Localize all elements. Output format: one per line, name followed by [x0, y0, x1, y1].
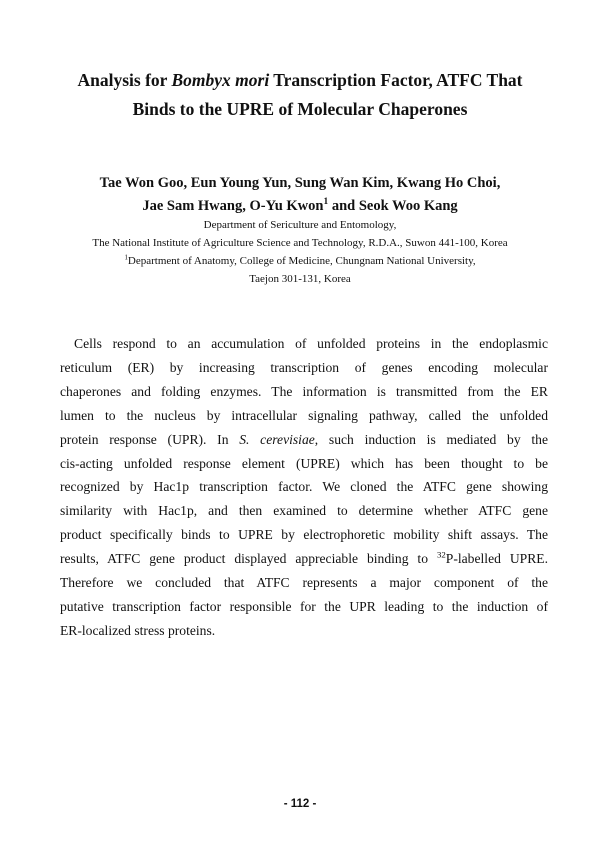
abstract-line: reticulum (ER) by increasing transcription of genes encoding molecular: [60, 359, 548, 375]
abstract-line: similarity with Hac1p, and then examined to determine whether ATFC gene: [60, 503, 548, 519]
author-list: [40, 172, 560, 218]
affiliation-line-1: Department of Sericulture and Entomology,: [203, 219, 397, 231]
page-number: - 112 -: [283, 798, 317, 810]
abstract-line: ER-localized stress proteins.: [60, 622, 216, 638]
abstract-line: Cells respond to an accumulation of unfolded proteins in the endoplasmic: [74, 336, 548, 351]
abstract-line: results, ATFC gene product displayed appreciable binding to $^{32}$P-labelled UPRE.: [60, 549, 548, 567]
affiliations: [30, 216, 570, 288]
abstract: [60, 332, 548, 643]
affiliation-line-3: $^1$Department of Anatomy, College of Medicine, Chungnam National University,: [124, 253, 476, 267]
paper-title: [40, 66, 560, 124]
authors-line-1: Tae Won Goo, Eun Young Yun, Sung Wan Kim, Kwang Ho Choi,: [99, 175, 501, 191]
abstract-line: protein response (UPR). In S. cerevisiae, such induction is mediated by the: [60, 431, 548, 447]
abstract-line: putative transcription factor responsible for the UPR leading to the induction of: [60, 598, 548, 614]
title-line-2: Binds to the UPRE of Molecular Chaperones: [132, 99, 468, 119]
title-line-1: Analysis for Bombyx mori Transcription Factor, ATFC That: [77, 70, 523, 90]
species-name: S. cerevisiae: [239, 431, 315, 447]
affiliation-line-2: The National Institute of Agriculture Science and Technology, R.D.A., Suwon 441-100, Korea: [92, 237, 508, 249]
abstract-line: Therefore we concluded that ATFC represents a major component of the: [60, 575, 548, 591]
abstract-line: lumen to the nucleus by intracellular signaling pathway, called the unfolded: [60, 407, 548, 423]
abstract-line: chaperones and folding enzymes. The information is transmitted from the ER: [60, 383, 548, 399]
affiliation-line-4: Taejon 301-131, Korea: [249, 273, 351, 285]
abstract-line: product specifically binds to UPRE by electrophoretic mobility shift assays. The: [60, 527, 548, 543]
abstract-line: recognized by Hac1p transcription factor. We cloned the ATFC gene showing: [60, 479, 548, 495]
species-name: Bombyx mori: [171, 70, 270, 90]
authors-line-2: Jae Sam Hwang, O-Yu Kwon$^1$ and Seok Woo Kang: [142, 197, 458, 214]
abstract-line: cis-acting unfolded response element (UPRE) which has been thought to be: [60, 455, 548, 471]
